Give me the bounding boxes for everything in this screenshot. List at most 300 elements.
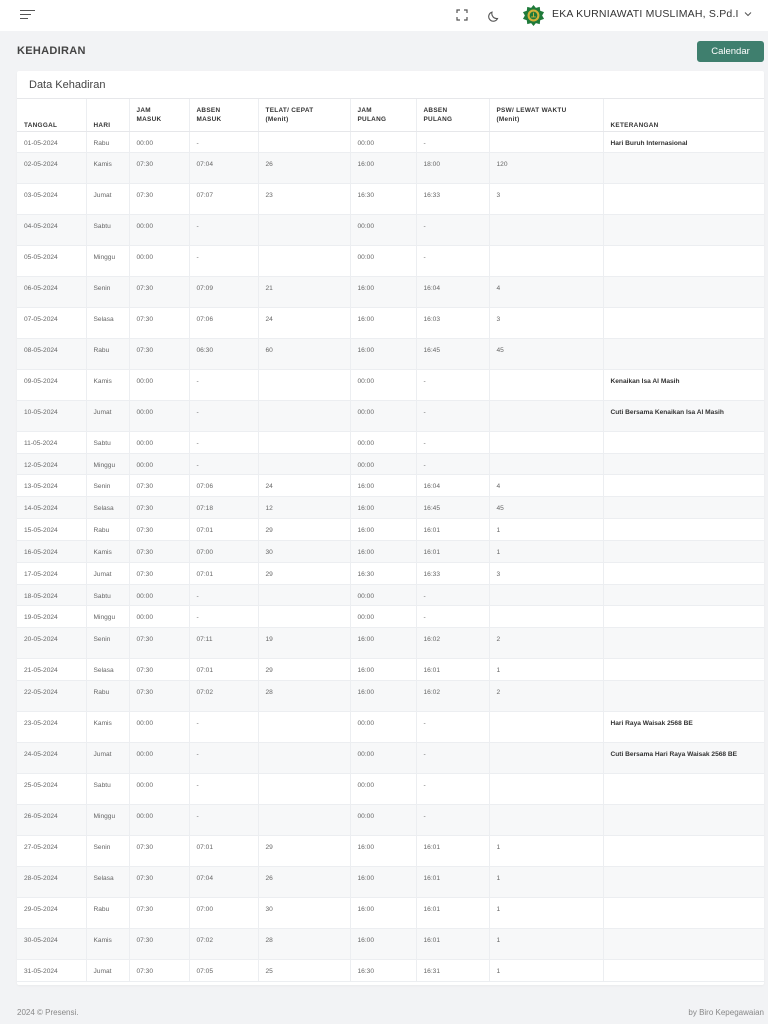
date-cell: 25-05-2024 — [17, 773, 86, 804]
column-header-label: PULANG — [423, 115, 453, 123]
table-row — [17, 866, 764, 897]
absen-pulang-cell: 16:01 — [416, 897, 489, 928]
keterangan-cell — [603, 773, 764, 804]
jam-pulang-cell: 16:00 — [350, 658, 416, 680]
date-cell: 03-05-2024 — [17, 183, 86, 214]
absen-pulang-cell: - — [416, 400, 489, 431]
absen-pulang-cell: 16:01 — [416, 835, 489, 866]
jam-masuk-cell: 00:00 — [129, 369, 189, 400]
absen-pulang-cell: 18:00 — [416, 152, 489, 183]
jam-pulang-cell: 00:00 — [350, 400, 416, 431]
jam-masuk-cell: 07:30 — [129, 562, 189, 584]
date-cell: 12-05-2024 — [17, 453, 86, 474]
column-header-label: PULANG — [357, 115, 387, 123]
psw-cell: 45 — [489, 338, 603, 369]
absen-masuk-cell: 07:01 — [189, 562, 258, 584]
absen-pulang-cell: 16:01 — [416, 866, 489, 897]
table-row — [17, 711, 764, 742]
psw-cell: 1 — [489, 959, 603, 981]
jam-masuk-cell: 00:00 — [129, 584, 189, 605]
telat-cell: 26 — [258, 866, 350, 897]
date-cell: 27-05-2024 — [17, 835, 86, 866]
day-cell: Selasa — [86, 658, 129, 680]
jam-masuk-cell: 00:00 — [129, 214, 189, 245]
psw-cell — [489, 804, 603, 835]
absen-pulang-cell: 16:04 — [416, 276, 489, 307]
keterangan-cell — [603, 307, 764, 338]
calendar-button[interactable]: Calendar — [697, 41, 764, 62]
telat-cell: 60 — [258, 338, 350, 369]
absen-pulang-cell: 16:01 — [416, 540, 489, 562]
table-row — [17, 897, 764, 928]
table-row — [17, 584, 764, 605]
absen-masuk-cell: 07:00 — [189, 897, 258, 928]
psw-cell: 1 — [489, 540, 603, 562]
column-header-label: TELAT/ CEPAT — [265, 107, 314, 114]
jam-masuk-cell: 07:30 — [129, 496, 189, 518]
jam-pulang-cell: 16:00 — [350, 496, 416, 518]
keterangan-cell — [603, 928, 764, 959]
telat-cell — [258, 453, 350, 474]
jam-masuk-cell: 07:30 — [129, 835, 189, 866]
day-cell: Sabtu — [86, 584, 129, 605]
date-cell: 20-05-2024 — [17, 627, 86, 658]
jam-pulang-cell: 00:00 — [350, 804, 416, 835]
keterangan-cell: Cuti Bersama Hari Raya Waisak 2568 BE — [603, 742, 764, 773]
absen-pulang-cell: 16:03 — [416, 307, 489, 338]
jam-masuk-cell: 00:00 — [129, 453, 189, 474]
date-cell: 18-05-2024 — [17, 584, 86, 605]
absen-pulang-cell: - — [416, 369, 489, 400]
table-header-row — [17, 99, 764, 131]
fullscreen-icon[interactable] — [455, 8, 469, 22]
column-header-label: JAM — [357, 107, 372, 114]
absen-pulang-cell: 16:33 — [416, 562, 489, 584]
keterangan-cell — [603, 518, 764, 540]
telat-cell: 24 — [258, 474, 350, 496]
jam-masuk-cell: 07:30 — [129, 518, 189, 540]
psw-cell: 3 — [489, 307, 603, 338]
keterangan-cell — [603, 245, 764, 276]
keterangan-cell — [603, 474, 764, 496]
table-row — [17, 307, 764, 338]
absen-masuk-cell: 07:06 — [189, 307, 258, 338]
absen-pulang-cell: - — [416, 245, 489, 276]
day-cell: Kamis — [86, 928, 129, 959]
keterangan-cell: Cuti Bersama Kenaikan Isa Al Masih — [603, 400, 764, 431]
telat-cell — [258, 245, 350, 276]
table-row — [17, 369, 764, 400]
jam-masuk-cell: 07:30 — [129, 338, 189, 369]
jam-pulang-cell: 16:00 — [350, 897, 416, 928]
day-cell: Rabu — [86, 897, 129, 928]
absen-masuk-cell: - — [189, 742, 258, 773]
moon-icon[interactable] — [488, 8, 502, 22]
keterangan-cell — [603, 276, 764, 307]
psw-cell — [489, 245, 603, 276]
user-name[interactable]: EKA KURNIAWATI MUSLIMAH, S.Pd.I — [552, 8, 739, 20]
card-title: Data Kehadiran — [29, 79, 106, 91]
absen-masuk-cell: 07:11 — [189, 627, 258, 658]
telat-cell — [258, 431, 350, 453]
column-header-absen-pulang — [416, 99, 489, 131]
table-row — [17, 959, 764, 981]
jam-masuk-cell: 07:30 — [129, 928, 189, 959]
table-row — [17, 742, 764, 773]
absen-masuk-cell: - — [189, 400, 258, 431]
absen-pulang-cell: 16:04 — [416, 474, 489, 496]
telat-cell: 21 — [258, 276, 350, 307]
absen-pulang-cell: - — [416, 773, 489, 804]
absen-masuk-cell: 07:18 — [189, 496, 258, 518]
jam-masuk-cell: 00:00 — [129, 742, 189, 773]
date-cell: 24-05-2024 — [17, 742, 86, 773]
absen-pulang-cell: 16:01 — [416, 658, 489, 680]
day-cell: Senin — [86, 474, 129, 496]
table-body — [17, 131, 764, 981]
psw-cell — [489, 711, 603, 742]
date-cell: 06-05-2024 — [17, 276, 86, 307]
psw-cell — [489, 584, 603, 605]
table-row — [17, 152, 764, 183]
absen-pulang-cell: 16:02 — [416, 627, 489, 658]
date-cell: 16-05-2024 — [17, 540, 86, 562]
keterangan-cell — [603, 496, 764, 518]
date-cell: 13-05-2024 — [17, 474, 86, 496]
day-cell: Jumat — [86, 562, 129, 584]
column-header-absen-masuk — [189, 99, 258, 131]
telat-cell — [258, 369, 350, 400]
psw-cell — [489, 431, 603, 453]
keterangan-cell — [603, 866, 764, 897]
column-header-label: JAM — [136, 107, 151, 114]
date-cell: 28-05-2024 — [17, 866, 86, 897]
jam-pulang-cell: 00:00 — [350, 453, 416, 474]
column-header-label: (Menit) — [496, 115, 520, 123]
absen-pulang-cell: - — [416, 214, 489, 245]
absen-masuk-cell: - — [189, 773, 258, 804]
date-cell: 01-05-2024 — [17, 131, 86, 152]
day-cell: Minggu — [86, 804, 129, 835]
jam-masuk-cell: 07:30 — [129, 627, 189, 658]
day-cell: Sabtu — [86, 214, 129, 245]
column-header-label: MASUK — [136, 115, 162, 123]
telat-cell — [258, 131, 350, 152]
hamburger-menu-icon[interactable] — [20, 10, 35, 20]
absen-pulang-cell: 16:33 — [416, 183, 489, 214]
keterangan-cell — [603, 453, 764, 474]
table-row — [17, 496, 764, 518]
column-header-label: TANGGAL — [24, 122, 58, 129]
keterangan-cell: Hari Buruh Internasional — [603, 131, 764, 152]
absen-pulang-cell: - — [416, 711, 489, 742]
table-row — [17, 804, 764, 835]
column-header-label: ABSEN — [423, 107, 448, 114]
absen-masuk-cell: - — [189, 453, 258, 474]
jam-pulang-cell: 16:00 — [350, 928, 416, 959]
date-cell: 04-05-2024 — [17, 214, 86, 245]
keterangan-cell — [603, 562, 764, 584]
date-cell: 22-05-2024 — [17, 680, 86, 711]
absen-masuk-cell: 07:06 — [189, 474, 258, 496]
jam-masuk-cell: 07:30 — [129, 897, 189, 928]
psw-cell: 1 — [489, 897, 603, 928]
keterangan-cell — [603, 897, 764, 928]
telat-cell: 12 — [258, 496, 350, 518]
chevron-down-icon[interactable] — [744, 11, 752, 17]
absen-pulang-cell: - — [416, 431, 489, 453]
day-cell: Kamis — [86, 711, 129, 742]
column-header-label: MASUK — [196, 115, 222, 123]
psw-cell: 3 — [489, 562, 603, 584]
keterangan-cell — [603, 338, 764, 369]
absen-pulang-cell: - — [416, 453, 489, 474]
psw-cell: 45 — [489, 496, 603, 518]
day-cell: Selasa — [86, 307, 129, 338]
jam-masuk-cell: 00:00 — [129, 245, 189, 276]
table-row — [17, 835, 764, 866]
telat-cell — [258, 711, 350, 742]
absen-masuk-cell: 07:07 — [189, 183, 258, 214]
table-row — [17, 562, 764, 584]
table-row — [17, 431, 764, 453]
absen-masuk-cell: - — [189, 584, 258, 605]
day-cell: Rabu — [86, 680, 129, 711]
keterangan-cell — [603, 183, 764, 214]
telat-cell — [258, 400, 350, 431]
psw-cell — [489, 605, 603, 627]
column-header-jam-masuk — [129, 99, 189, 131]
psw-cell: 1 — [489, 658, 603, 680]
page-title: KEHADIRAN — [17, 45, 86, 57]
date-cell: 19-05-2024 — [17, 605, 86, 627]
jam-pulang-cell: 16:00 — [350, 680, 416, 711]
column-header-hari — [86, 99, 129, 131]
table-row — [17, 773, 764, 804]
date-cell: 07-05-2024 — [17, 307, 86, 338]
psw-cell: 1 — [489, 835, 603, 866]
jam-masuk-cell: 00:00 — [129, 431, 189, 453]
date-cell: 29-05-2024 — [17, 897, 86, 928]
psw-cell — [489, 400, 603, 431]
jam-masuk-cell: 07:30 — [129, 959, 189, 981]
column-header-label: KETERANGAN — [610, 122, 659, 129]
jam-masuk-cell: 00:00 — [129, 804, 189, 835]
psw-cell — [489, 369, 603, 400]
table-row — [17, 245, 764, 276]
keterangan-cell — [603, 152, 764, 183]
date-cell: 21-05-2024 — [17, 658, 86, 680]
day-cell: Selasa — [86, 496, 129, 518]
absen-masuk-cell: - — [189, 605, 258, 627]
absen-masuk-cell: - — [189, 431, 258, 453]
jam-pulang-cell: 16:00 — [350, 276, 416, 307]
keterangan-cell — [603, 627, 764, 658]
attendance-table — [17, 99, 764, 982]
telat-cell: 24 — [258, 307, 350, 338]
telat-cell: 19 — [258, 627, 350, 658]
keterangan-cell — [603, 835, 764, 866]
jam-pulang-cell: 00:00 — [350, 711, 416, 742]
absen-masuk-cell: 07:04 — [189, 866, 258, 897]
absen-pulang-cell: - — [416, 605, 489, 627]
absen-masuk-cell: 07:05 — [189, 959, 258, 981]
day-cell: Kamis — [86, 152, 129, 183]
psw-cell: 1 — [489, 518, 603, 540]
column-header-label: PSW/ LEWAT WAKTU — [496, 107, 567, 114]
psw-cell: 2 — [489, 627, 603, 658]
table-row — [17, 518, 764, 540]
telat-cell: 23 — [258, 183, 350, 214]
date-cell: 10-05-2024 — [17, 400, 86, 431]
absen-pulang-cell: 16:45 — [416, 496, 489, 518]
telat-cell — [258, 773, 350, 804]
date-cell: 17-05-2024 — [17, 562, 86, 584]
keterangan-cell — [603, 540, 764, 562]
jam-pulang-cell: 16:00 — [350, 338, 416, 369]
table-row — [17, 183, 764, 214]
jam-masuk-cell: 00:00 — [129, 711, 189, 742]
jam-pulang-cell: 00:00 — [350, 605, 416, 627]
jam-masuk-cell: 00:00 — [129, 773, 189, 804]
day-cell: Rabu — [86, 338, 129, 369]
absen-masuk-cell: 07:01 — [189, 518, 258, 540]
column-header-psw-lewat-waktu — [489, 99, 603, 131]
keterangan-cell — [603, 658, 764, 680]
telat-cell — [258, 742, 350, 773]
jam-masuk-cell: 00:00 — [129, 400, 189, 431]
day-cell: Sabtu — [86, 773, 129, 804]
absen-pulang-cell: 16:01 — [416, 928, 489, 959]
keterangan-cell — [603, 584, 764, 605]
jam-pulang-cell: 00:00 — [350, 131, 416, 152]
telat-cell: 29 — [258, 518, 350, 540]
column-header-jam-pulang — [350, 99, 416, 131]
table-row — [17, 658, 764, 680]
telat-cell: 30 — [258, 540, 350, 562]
day-cell: Jumat — [86, 183, 129, 214]
keterangan-cell — [603, 605, 764, 627]
date-cell: 26-05-2024 — [17, 804, 86, 835]
absen-masuk-cell: 07:01 — [189, 835, 258, 866]
day-cell: Minggu — [86, 605, 129, 627]
jam-pulang-cell: 16:30 — [350, 562, 416, 584]
table-row — [17, 400, 764, 431]
table-row — [17, 680, 764, 711]
day-cell: Selasa — [86, 866, 129, 897]
telat-cell — [258, 804, 350, 835]
jam-masuk-cell: 00:00 — [129, 605, 189, 627]
table-row — [17, 453, 764, 474]
absen-masuk-cell: 07:04 — [189, 152, 258, 183]
day-cell: Jumat — [86, 959, 129, 981]
jam-pulang-cell: 00:00 — [350, 369, 416, 400]
keterangan-cell — [603, 804, 764, 835]
jam-pulang-cell: 16:00 — [350, 540, 416, 562]
jam-pulang-cell: 16:00 — [350, 518, 416, 540]
column-header-telat-cepat — [258, 99, 350, 131]
day-cell: Senin — [86, 627, 129, 658]
absen-pulang-cell: - — [416, 584, 489, 605]
psw-cell: 3 — [489, 183, 603, 214]
jam-pulang-cell: 00:00 — [350, 214, 416, 245]
date-cell: 15-05-2024 — [17, 518, 86, 540]
table-row — [17, 605, 764, 627]
psw-cell: 120 — [489, 152, 603, 183]
psw-cell — [489, 131, 603, 152]
absen-masuk-cell: - — [189, 214, 258, 245]
day-cell: Minggu — [86, 245, 129, 276]
jam-pulang-cell: 00:00 — [350, 584, 416, 605]
jam-masuk-cell: 07:30 — [129, 152, 189, 183]
jam-masuk-cell: 07:30 — [129, 183, 189, 214]
absen-masuk-cell: 06:30 — [189, 338, 258, 369]
telat-cell: 29 — [258, 835, 350, 866]
keterangan-cell — [603, 431, 764, 453]
telat-cell: 28 — [258, 680, 350, 711]
day-cell: Kamis — [86, 369, 129, 400]
jam-pulang-cell: 16:30 — [350, 959, 416, 981]
date-cell: 23-05-2024 — [17, 711, 86, 742]
telat-cell: 26 — [258, 152, 350, 183]
footer-copyright: 2024 © Presensi. — [17, 1008, 79, 1017]
kemenag-logo[interactable] — [522, 4, 545, 27]
day-cell: Senin — [86, 276, 129, 307]
table-row — [17, 214, 764, 245]
day-cell: Jumat — [86, 400, 129, 431]
top-navbar — [0, 0, 768, 31]
telat-cell: 28 — [258, 928, 350, 959]
table-row — [17, 928, 764, 959]
footer-credit: by Biro Kepegawaian — [688, 1008, 764, 1017]
day-cell: Kamis — [86, 540, 129, 562]
column-header-label: ABSEN — [196, 107, 221, 114]
table-row — [17, 627, 764, 658]
date-cell: 05-05-2024 — [17, 245, 86, 276]
table-row — [17, 474, 764, 496]
date-cell: 14-05-2024 — [17, 496, 86, 518]
telat-cell: 29 — [258, 658, 350, 680]
telat-cell: 30 — [258, 897, 350, 928]
date-cell: 30-05-2024 — [17, 928, 86, 959]
absen-pulang-cell: 16:01 — [416, 518, 489, 540]
absen-masuk-cell: 07:09 — [189, 276, 258, 307]
absen-pulang-cell: 16:31 — [416, 959, 489, 981]
attendance-card — [17, 71, 764, 985]
date-cell: 08-05-2024 — [17, 338, 86, 369]
absen-masuk-cell: 07:00 — [189, 540, 258, 562]
jam-pulang-cell: 16:00 — [350, 627, 416, 658]
jam-pulang-cell: 16:00 — [350, 152, 416, 183]
telat-cell: 29 — [258, 562, 350, 584]
absen-masuk-cell: - — [189, 804, 258, 835]
table-header — [17, 99, 764, 131]
psw-cell: 2 — [489, 680, 603, 711]
jam-pulang-cell: 16:00 — [350, 866, 416, 897]
telat-cell — [258, 584, 350, 605]
column-header-keterangan — [603, 99, 764, 131]
telat-cell — [258, 605, 350, 627]
absen-pulang-cell: - — [416, 131, 489, 152]
jam-pulang-cell: 00:00 — [350, 431, 416, 453]
jam-masuk-cell: 07:30 — [129, 866, 189, 897]
jam-pulang-cell: 16:00 — [350, 474, 416, 496]
psw-cell — [489, 453, 603, 474]
psw-cell — [489, 742, 603, 773]
date-cell: 11-05-2024 — [17, 431, 86, 453]
keterangan-cell: Kenaikan Isa Al Masih — [603, 369, 764, 400]
keterangan-cell — [603, 959, 764, 981]
